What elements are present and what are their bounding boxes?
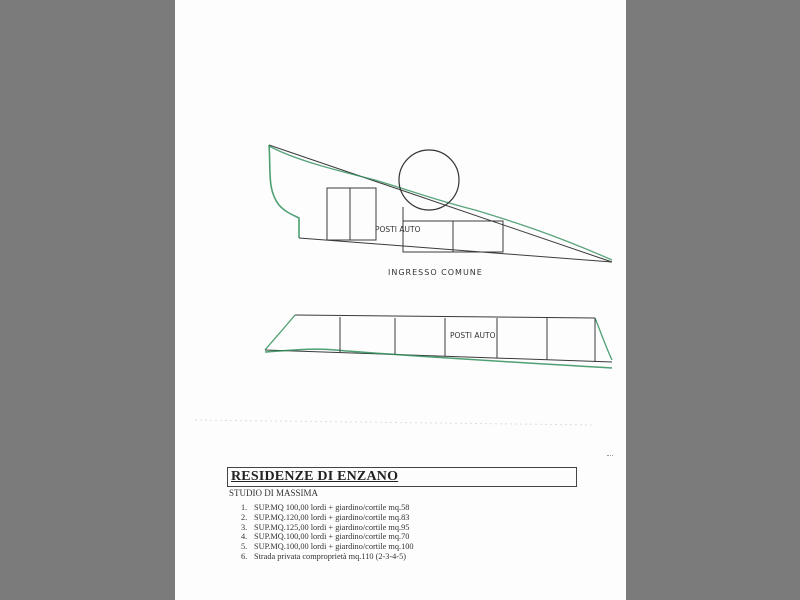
upper-slope-line: [269, 145, 612, 262]
unit-item: 2. SUP.MQ.120,00 lordi + giardino/cortile mq.83: [241, 512, 410, 522]
unit-item: 5. SUP.MQ.100,00 lordi + giardino/cortile mq.100: [241, 542, 414, 552]
upper-plan: [269, 145, 612, 277]
title-box: [227, 467, 577, 487]
unit-item: 4. SUP.MQ.100,00 lordi + giardino/cortile mq.70: [241, 532, 410, 542]
lower-parking-label: POSTI AUTO: [450, 331, 496, 340]
unit-item: 6. Strada privata comproprietà mq.110 (2-3-4-5): [241, 551, 406, 561]
building-block-left: [327, 188, 376, 240]
unit-item: 1. SUP.MQ 100,00 lordi + giardino/cortile mq.58: [241, 503, 410, 512]
scan-edge-mark: [607, 455, 613, 459]
unit-item: 3. SUP.MQ.125,00 lordi + giardino/cortile mq.95: [241, 522, 410, 532]
entrance-label: INGRESSO COMUNE: [388, 268, 483, 277]
upper-parking-label: POSTI AUTO: [375, 225, 421, 234]
document-title: RESIDENZE DI ENZANO: [231, 469, 399, 484]
lower-right-green-edge: [595, 318, 612, 360]
tree-circle: [399, 150, 459, 210]
scan-fold-line: [195, 420, 595, 425]
document-page: [175, 0, 626, 600]
lower-left-green-edge: [265, 315, 295, 350]
lower-plan: [265, 315, 612, 368]
site-plan-sketch: [175, 0, 626, 460]
lower-bottom-line: [265, 350, 612, 362]
document-subtitle: STUDIO DI MASSIMA: [229, 488, 319, 498]
upper-left-green-edge: [269, 145, 299, 238]
upper-base-line: [299, 238, 612, 262]
unit-list: [241, 503, 414, 562]
